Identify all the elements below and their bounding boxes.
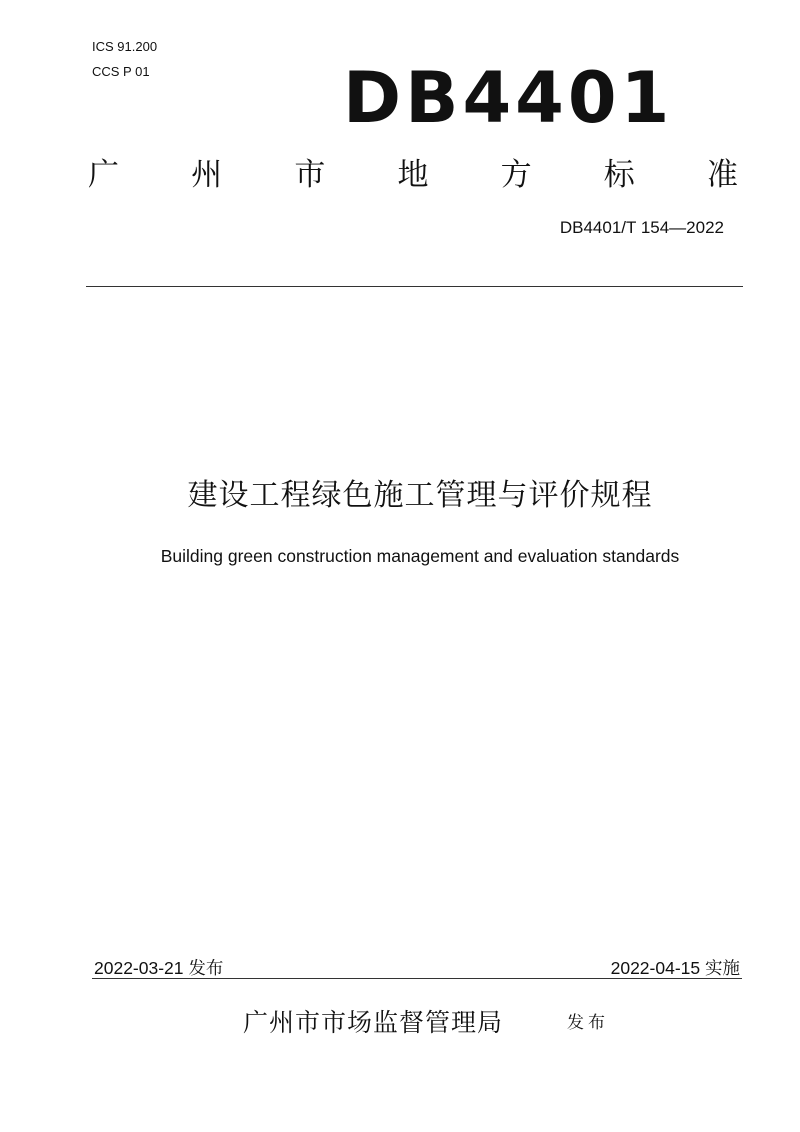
ccs-code: CCS P 01 bbox=[92, 64, 150, 79]
document-title-en: Building green construction management and evaluation standards bbox=[160, 546, 680, 566]
standard-type-char: 市 bbox=[294, 157, 326, 193]
standard-type-char: 方 bbox=[500, 157, 532, 193]
standard-type-char: 准 bbox=[706, 157, 738, 193]
standard-type-char: 州 bbox=[191, 157, 223, 193]
document-title-cn: 建设工程绿色施工管理与评价规程 bbox=[187, 478, 653, 513]
implement-date: 2022-04-15 实施 bbox=[610, 958, 740, 978]
publisher: 广州市市场监督管理局 bbox=[243, 1008, 504, 1037]
standard-type-char: 广 bbox=[88, 157, 119, 193]
issue-date: 2022-03-21 发布 bbox=[94, 958, 224, 978]
standard-type-char: 地 bbox=[397, 157, 429, 193]
ics-code: ICS 91.200 bbox=[92, 39, 158, 54]
footer-divider bbox=[92, 978, 742, 979]
standard-type bbox=[88, 155, 738, 195]
publish-label: 发布 bbox=[567, 1013, 609, 1033]
standard-code: DB4401/T 154—2022 bbox=[559, 218, 724, 237]
standard-type-char: 标 bbox=[603, 157, 635, 193]
header-divider bbox=[86, 286, 743, 287]
standard-prefix: DB4401 bbox=[343, 57, 674, 139]
